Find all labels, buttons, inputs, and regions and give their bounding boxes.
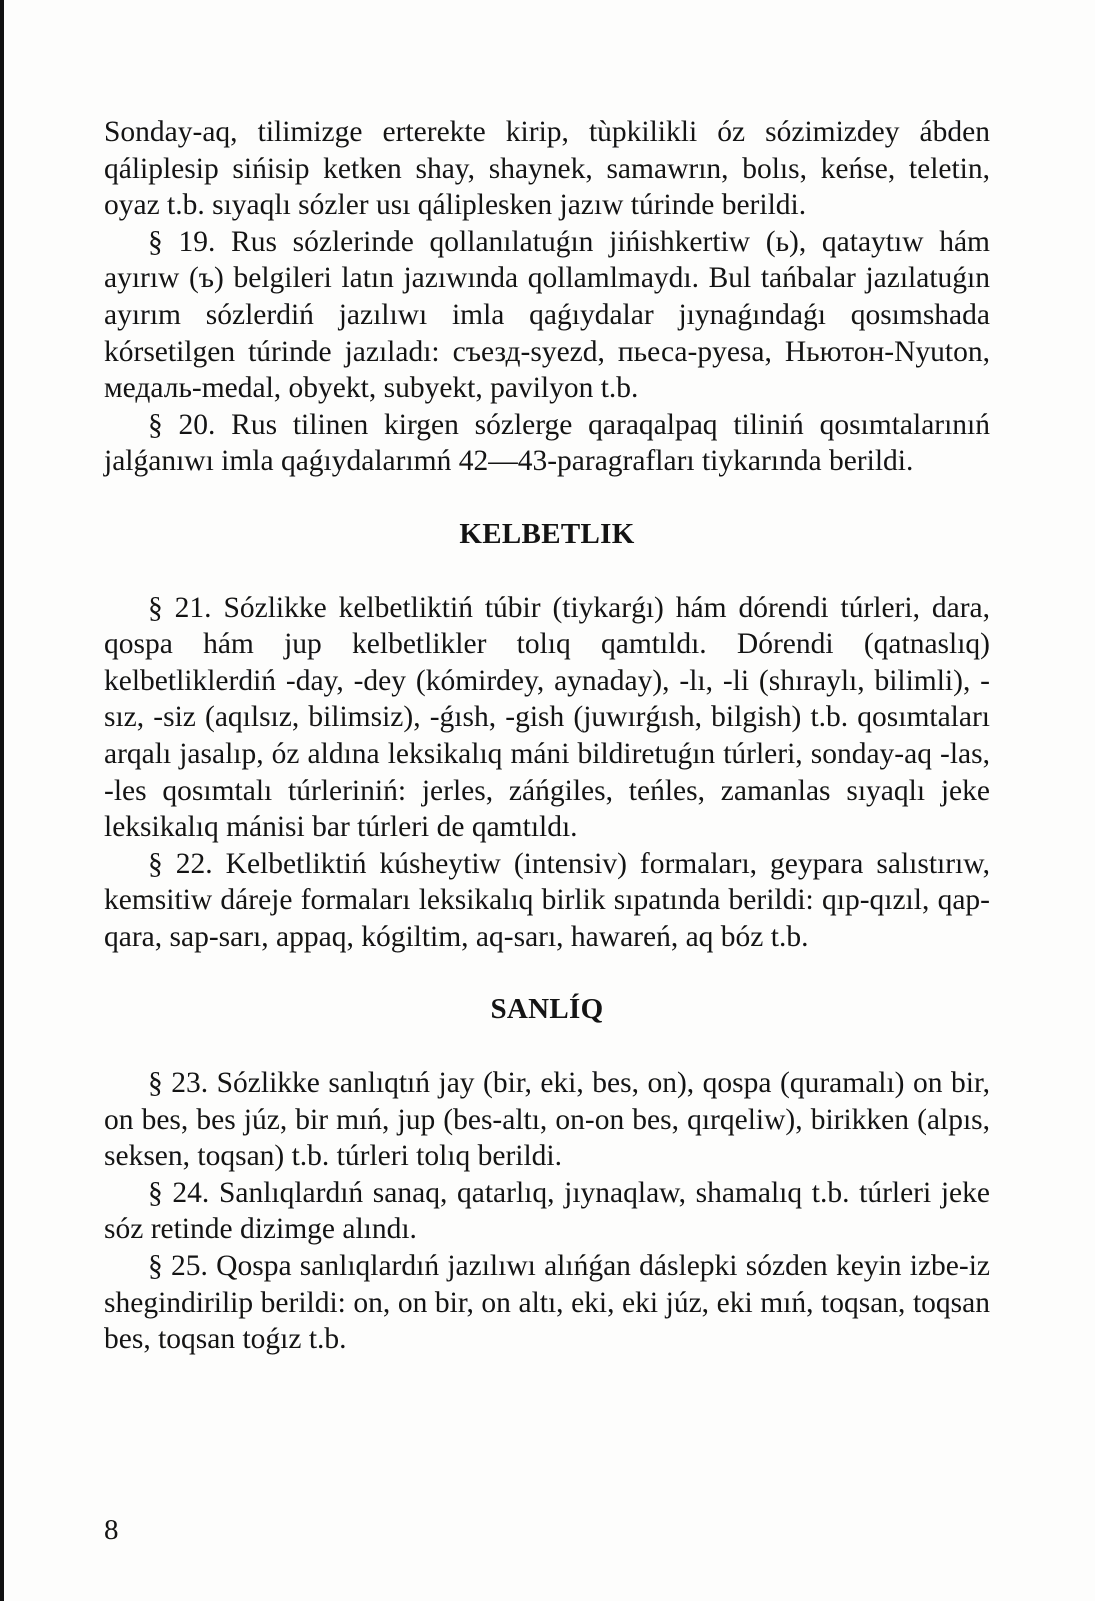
paragraph-intro: Sonday-aq, tilimizge erterekte kirip, tùpkilikli óz sózimizdey ábden qáliplesip sińisip ketken shay, shaynek, samawrın, bolıs, keńse, teletin, oyaz t.b. sıyaqlı sózler usı qáliplesken jazıw túrinde berildi. bbox=[104, 116, 990, 222]
page-body bbox=[104, 114, 990, 1358]
section-heading-kelbetlik: KELBETLIK bbox=[459, 517, 635, 550]
paragraph-25: § 25. Qospa sanlıqlardıń jazılıwı alıńǵan dáslepki sózden keyin izbe-iz shegindirilip berildi: on, on bir, on altı, eki, eki júz, eki mıń, toqsan, toqsan bes, toqsan toǵız t.b. bbox=[104, 1250, 990, 1356]
section-heading-sanliq: SANLÍQ bbox=[490, 993, 604, 1026]
paragraph-19: § 19. Rus sózlerinde qollanılatuǵın jińishkertiw (ь), qataytıw hám ayırıw (ъ) belgileri latın jazıwında qollamlmaydı. Bul tańbalar jazılatuǵın ayırım sózlerdiń jazılıwı imla qaǵıydalar jıynaǵındaǵı qosımshada kórsetilgen túrinde jazıladı: съезд-syezd, пьеса-pyesa, Ньютон-Nyuton, медаль-medal, obyekt, subyekt, pavilyon t.b. bbox=[104, 225, 990, 405]
paragraph-23: § 23. Sózlikke sanlıqtıń jay (bir, eki, bes, on), qospa (quramalı) on bir, on bes, bes júz, bir mıń, jup (bes-altı, on-on bes, qırqeliw), birikken (alpıs, seksen, toqsan) t.b. túrleri tolıq berildi. bbox=[104, 1067, 990, 1173]
paragraph-21: § 21. Sózlikke kelbetliktiń túbir (tiykarǵı) hám dórendi túrleri, dara, qospa hám jup kelbetlikler tolıq qamtıldı. Dórendi (qatnaslıq) kelbetliklerdiń -day, -dey (kómirdey, aynaday), -lı, -li (shıraylı, bilimli), -sız, -siz (aqılsız, bilimsiz), -ǵısh, -gish (juwırǵısh, bilgish) t.b. qosımtaları arqalı jasalıp, óz aldına leksikalıq máni bildiretuǵın túrleri, sonday-aq -las, -les qosımtalı túrleriniń: jerles, záńgiles, teńles, zamanlas sıyaqlı jeke leksikalıq mánisi bar túrleri de qamtıldı. bbox=[104, 591, 990, 844]
page-number: 8 bbox=[104, 1514, 119, 1546]
paragraph-22: § 22. Kelbetliktiń kúsheytiw (intensiv) formaları, geypara salıstırıw, kemsitiw dáreje formaları leksikalıq birlik sıpatında berildi: qıp-qızıl, qap-qara, sap-sarı, appaq, kógiltim, aq-sarı, hawareń, aq bóz t.b. bbox=[104, 847, 990, 953]
paragraph-20: § 20. Rus tilinen kirgen sózlerge qaraqalpaq tiliniń qosımtalarınıń jalǵanıwı imla qaǵıydalarımń 42—43-paragrafları tiykarında berildi. bbox=[104, 408, 990, 478]
paragraph-24: § 24. Sanlıqlardıń sanaq, qatarlıq, jıynaqlaw, shamalıq t.b. túrleri jeke sóz retinde dizimge alındı. bbox=[104, 1176, 990, 1246]
page-edge-shadow bbox=[0, 0, 4, 1601]
